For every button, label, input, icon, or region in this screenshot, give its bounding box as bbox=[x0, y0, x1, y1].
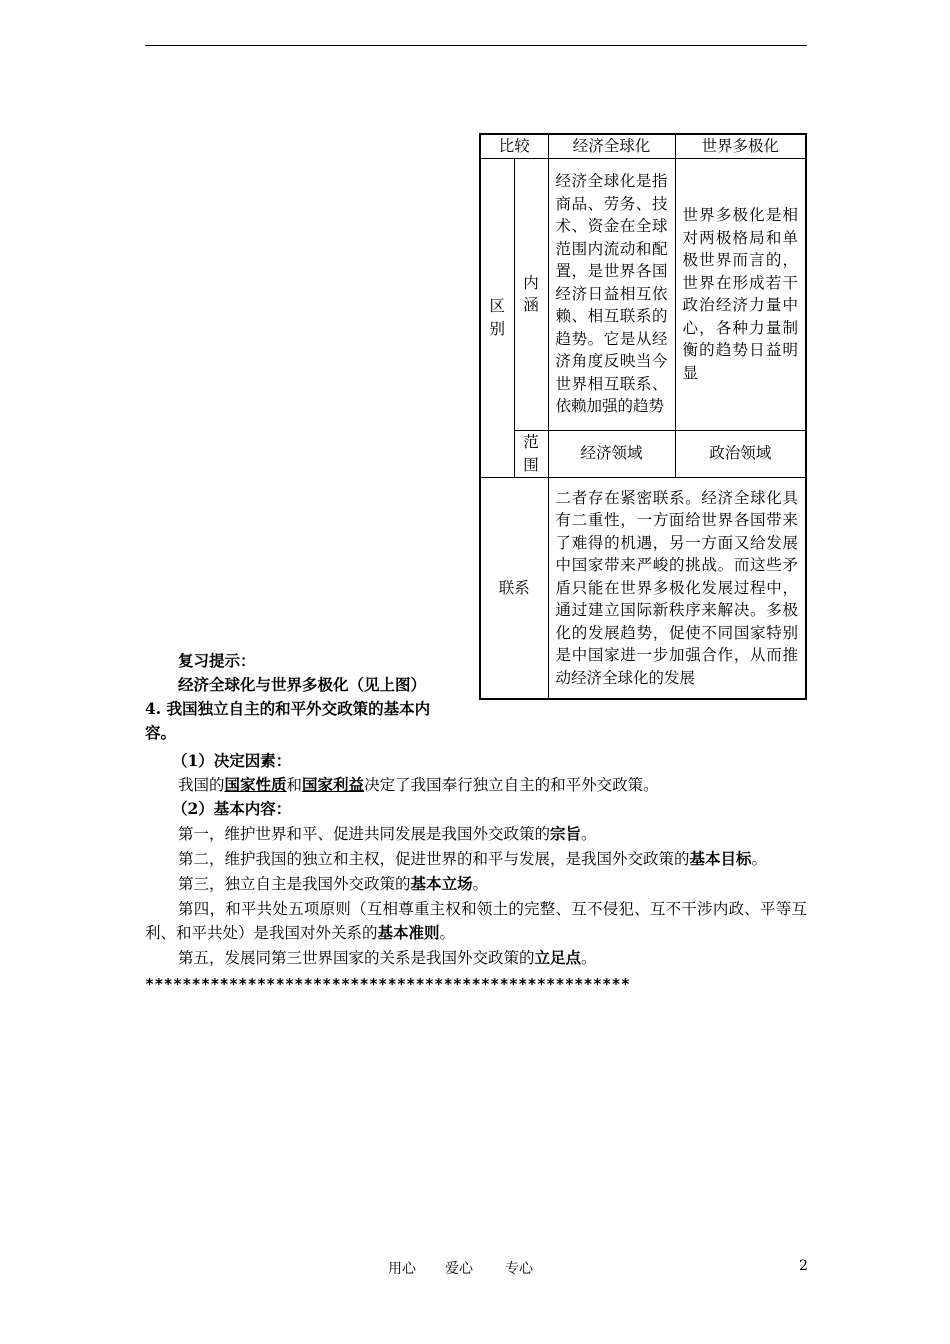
header-multipolar: 世界多极化 bbox=[675, 134, 806, 158]
header-compare: 比较 bbox=[480, 134, 548, 158]
multipolar-connotation: 世界多极化是相对两极格局和单极世界而言的，世界在形成若干政治经济力量中心，各种力量制衡的趋势日益明显 bbox=[675, 158, 806, 430]
page-number: 2 bbox=[799, 1258, 808, 1274]
footer-word-2: 爱心 bbox=[445, 1261, 473, 1277]
point-3: 第三，独立自主是我国外交政策的基本立场。 bbox=[178, 874, 489, 893]
subsection2-title: （2）基本内容： bbox=[172, 799, 292, 818]
keyword-national-nature: 国家性质 bbox=[224, 775, 287, 794]
multipolar-scope: 政治领域 bbox=[675, 430, 806, 477]
footer-word-1: 用心 bbox=[388, 1261, 416, 1277]
point-1: 第一，维护世界和平、促进共同发展是我国外交政策的宗旨。 bbox=[178, 824, 597, 843]
section-heading-line1: 4. 我国独立自主的和平外交政策的基本内 bbox=[145, 699, 431, 718]
row-connotation-label: 内涵 bbox=[514, 158, 548, 430]
review-tip: 复习提示： bbox=[178, 651, 256, 670]
section-heading-line2: 容。 bbox=[145, 723, 177, 742]
point-5: 第五，发展同第三世界国家的关系是我国外交政策的立足点。 bbox=[178, 948, 597, 967]
row-scope-label: 范围 bbox=[514, 430, 548, 477]
footer-word-3: 专心 bbox=[505, 1261, 533, 1277]
row-diff-label: 区别 bbox=[480, 158, 514, 477]
relation-text: 二者存在紧密联系。经济全球化具有二重性，一方面给世界各国带来了难得的机遇，另一方面又给发展中国家带来严峻的挑战。而这些矛盾只能在世界多极化发展过程中，通过建立国际新秩序来解决。多极化的发展趋势，促使不同国家特别是中国家进一步加强合作，从而推动经济全球化的发展 bbox=[548, 477, 806, 699]
subsection1-text: 我国的国家性质和国家利益决定了我国奉行独立自主的和平外交政策。 bbox=[178, 775, 659, 794]
globalization-connotation: 经济全球化是指商品、劳务、技术、资金在全球范围内流动和配置，是世界各国经济日益相互依赖、相互联系的趋势。它是从经济角度反映当今世界相互联系、依赖加强的趋势 bbox=[548, 158, 675, 430]
subsection1-title: （1）决定因素： bbox=[172, 751, 292, 770]
review-tip-line: 经济全球化与世界多极化（见上图） bbox=[178, 675, 427, 694]
point-4: 第四，和平共处五项原则（互相尊重主权和领土的完整、互不侵犯、互不干涉内政、平等互利、和平共处）是我国对外关系的基本准则。 bbox=[145, 900, 807, 942]
row-relation-label: 联系 bbox=[480, 477, 548, 699]
point-2: 第二，维护我国的独立和主权，促进世界的和平与发展，是我国外交政策的基本目标。 bbox=[178, 849, 768, 868]
comparison-table bbox=[479, 133, 807, 700]
globalization-scope: 经济领域 bbox=[548, 430, 675, 477]
header-rule bbox=[145, 45, 807, 46]
header-globalization: 经济全球化 bbox=[548, 134, 675, 158]
keyword-national-interest: 国家利益 bbox=[302, 775, 365, 794]
separator-line: **************************************************** bbox=[145, 975, 631, 993]
